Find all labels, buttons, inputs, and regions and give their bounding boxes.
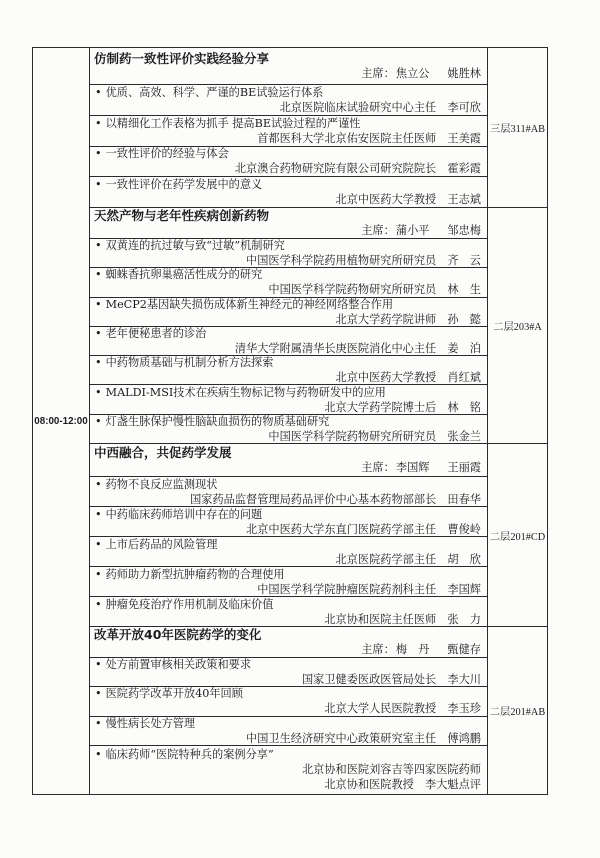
item-topic: • 医院药学改革开放40年回顾 bbox=[90, 686, 487, 701]
chair-name: 邹忠梅 bbox=[447, 224, 481, 237]
sessions bbox=[90, 48, 547, 794]
agenda-item bbox=[90, 658, 487, 687]
chair-label: 主席： bbox=[361, 67, 395, 80]
session-content bbox=[90, 48, 488, 207]
agenda-item bbox=[90, 147, 487, 178]
speaker-name: 张 力 bbox=[447, 612, 481, 626]
item-topic: • 蜘蛛香抗卵巢癌活性成分的研究 bbox=[90, 267, 487, 282]
agenda-item bbox=[90, 356, 487, 385]
speaker-name: 张金兰 bbox=[447, 429, 481, 443]
speaker-line bbox=[90, 777, 487, 792]
speaker-affiliation: 首都医科大学北京佑安医院主任医师 bbox=[257, 131, 437, 145]
chair-name: 姚胜林 bbox=[447, 67, 481, 80]
speaker-affiliation: 北京中医药大学教授 bbox=[335, 193, 437, 207]
speaker-affiliation: 北京中医药大学教授 bbox=[335, 371, 437, 385]
speaker-line bbox=[90, 429, 487, 444]
speaker-name: 曹俊岭 bbox=[447, 522, 481, 536]
speaker-affiliation: 中国医学科学院药物研究所研究员 bbox=[268, 429, 437, 443]
item-topic: • MALDI-MSI技术在疾病生物标记物与药物研发中的应用 bbox=[90, 385, 487, 400]
speaker-affiliation: 北京医院药学部主任 bbox=[335, 552, 437, 566]
item-topic: • 肿瘤免疫治疗作用机制及临床价值 bbox=[90, 597, 487, 612]
speaker-affiliation: 北京大学药学院博士后 bbox=[324, 400, 437, 414]
agenda-item bbox=[90, 385, 487, 414]
session-block bbox=[90, 208, 547, 444]
item-topic: • 老年便秘患者的诊治 bbox=[90, 326, 487, 341]
speaker-affiliation: 国家药品监督管理局药品评价中心基本药物部部长 bbox=[190, 492, 437, 506]
speaker-line bbox=[90, 161, 487, 176]
item-topic: • 中药临床药师培训中存在的问题 bbox=[90, 507, 487, 522]
speaker-name: 李大川 bbox=[447, 673, 481, 687]
item-topic: • 上市后药品的风险管理 bbox=[90, 537, 487, 552]
speaker-line bbox=[90, 192, 487, 207]
speaker-affiliation: 北京协和医院教授 bbox=[324, 778, 414, 792]
speaker-name: 胡 欣 bbox=[447, 552, 481, 566]
agenda-item bbox=[90, 415, 487, 443]
agenda-item bbox=[90, 239, 487, 268]
speaker-name: 齐 云 bbox=[447, 254, 481, 268]
session-room: 二层201#AB bbox=[489, 707, 546, 718]
item-topic: • 处方前置审核相关政策和要求 bbox=[90, 657, 487, 672]
chair-label: 主席： bbox=[361, 224, 395, 237]
speaker-line bbox=[90, 312, 487, 327]
session-header bbox=[90, 48, 487, 85]
item-topic: • 药师助力新型抗肿瘤药物的合理使用 bbox=[90, 567, 487, 582]
item-topic: • 中药物质基础与机制分析方法探索 bbox=[90, 355, 487, 370]
speaker-line bbox=[90, 762, 487, 777]
speaker-affiliation: 北京澳合药物研究院有限公司研究院院长 bbox=[234, 162, 437, 176]
item-topic: • 灯盏生脉保护慢性脑缺血损伤的物质基础研究 bbox=[90, 414, 487, 429]
session-block bbox=[90, 444, 547, 627]
session-title: 中西融合，共促药学发展 bbox=[94, 444, 232, 460]
session-block bbox=[90, 627, 547, 794]
session-chair-line bbox=[94, 460, 481, 476]
speaker-line bbox=[90, 701, 487, 716]
agenda-item bbox=[90, 567, 487, 597]
speaker-name: 李可欣 bbox=[447, 100, 481, 114]
agenda-item bbox=[90, 477, 487, 507]
speaker-name: 王志斌 bbox=[447, 193, 481, 207]
speaker-line bbox=[90, 552, 487, 567]
item-topic: • 以精细化工作表格为抓手 提高BE试验过程的严谨性 bbox=[90, 116, 487, 131]
speaker-name: 姜 泊 bbox=[447, 341, 481, 355]
agenda-item bbox=[90, 537, 487, 567]
speaker-line bbox=[90, 582, 487, 597]
speaker-name: 王美霞 bbox=[447, 131, 481, 145]
speaker-line bbox=[90, 253, 487, 268]
agenda-item bbox=[90, 687, 487, 716]
session-title: 仿制药一致性评价实践经验分享 bbox=[94, 50, 270, 66]
speaker-line bbox=[90, 400, 487, 415]
agenda-item bbox=[90, 717, 487, 746]
chair-name: 蒲小平 bbox=[395, 224, 430, 237]
speaker-name: 林 生 bbox=[447, 283, 481, 297]
agenda-item bbox=[90, 85, 487, 116]
speaker-line bbox=[90, 341, 487, 356]
speaker-name: 田春华 bbox=[447, 492, 481, 506]
item-topic: • MeCP2基因缺失损伤成体新生神经元的神经网络整合作用 bbox=[90, 297, 487, 312]
speaker-line bbox=[90, 492, 487, 507]
chair-label: 主席： bbox=[361, 461, 395, 474]
agenda-item bbox=[90, 746, 487, 794]
item-topic: • 双黄连的抗过敏与致“过敏”机制研究 bbox=[90, 238, 487, 253]
session-content bbox=[90, 627, 488, 794]
session-header bbox=[90, 444, 487, 477]
speaker-name: 李国辉 bbox=[447, 582, 481, 596]
time-slot: 08:00-12:00 bbox=[34, 415, 88, 427]
speaker-affiliation: 北京协和医院刘容吉等四家医院药师 bbox=[301, 763, 481, 777]
item-topic: • 药物不良反应监测现状 bbox=[90, 477, 487, 492]
speaker-line bbox=[90, 282, 487, 297]
chair-name: 王丽霞 bbox=[447, 461, 481, 474]
speaker-affiliation: 北京大学人民医院教授 bbox=[324, 702, 437, 716]
speaker-name: 傅鸿鹏 bbox=[447, 731, 481, 745]
session-header bbox=[90, 208, 487, 239]
speaker-line bbox=[90, 731, 487, 746]
speaker-affiliation: 中国卫生经济研究中心政策研究室主任 bbox=[246, 731, 437, 745]
speaker-name: 林 铭 bbox=[447, 400, 481, 414]
item-topic: • 慢性病长处方管理 bbox=[90, 716, 487, 731]
session-room: 二层201#CD bbox=[489, 531, 546, 543]
chair-name: 甄健存 bbox=[447, 643, 481, 656]
session-chair-line bbox=[94, 223, 481, 239]
speaker-line bbox=[90, 522, 487, 537]
agenda-item bbox=[90, 507, 487, 537]
session-title: 改革开放40年医院药学的变化 bbox=[94, 626, 262, 642]
speaker-name: 孙 懿 bbox=[447, 312, 481, 326]
speaker-affiliation: 中国医学科学院药用植物研究所研究员 bbox=[246, 254, 437, 268]
agenda-item bbox=[90, 327, 487, 356]
speaker-name: 李大魁点评 bbox=[425, 778, 481, 792]
session-room: 二层203#A bbox=[493, 322, 542, 333]
speaker-name: 李玉珍 bbox=[447, 702, 481, 716]
speaker-line bbox=[90, 672, 487, 687]
speaker-affiliation: 中国医学科学院药物研究所研究员 bbox=[268, 283, 437, 297]
chair-name: 焦立公 bbox=[395, 67, 430, 80]
speaker-line bbox=[90, 100, 487, 115]
speaker-line bbox=[90, 131, 487, 146]
session-title: 天然产物与老年性疾病创新药物 bbox=[94, 207, 270, 223]
session-content bbox=[90, 208, 488, 443]
item-topic: • 一致性评价的经验与体会 bbox=[90, 146, 487, 161]
speaker-affiliation: 清华大学附属清华长庚医院消化中心主任 bbox=[234, 341, 437, 355]
speaker-name: 霍彩霞 bbox=[447, 162, 481, 176]
speaker-affiliation: 北京中医药大学东直门医院药学部主任 bbox=[246, 522, 437, 536]
agenda-item bbox=[90, 116, 487, 147]
speaker-affiliation: 北京医院临床试验研究中心主任 bbox=[279, 100, 437, 114]
item-topic: • 临床药师“医院特种兵的案例分享” bbox=[90, 747, 487, 762]
speaker-affiliation: 北京协和医院主任医师 bbox=[324, 612, 437, 626]
agenda-item bbox=[90, 597, 487, 626]
chair-label: 主席： bbox=[361, 643, 395, 656]
chair-name: 梅 丹 bbox=[395, 643, 430, 656]
session-room: 三层311#AB bbox=[489, 124, 546, 135]
speaker-affiliation: 国家卫健委医政医管局处长 bbox=[301, 673, 437, 687]
session-content bbox=[90, 444, 488, 626]
session-header bbox=[90, 627, 487, 658]
speaker-name: 肖红斌 bbox=[447, 371, 481, 385]
chair-name: 李国辉 bbox=[395, 461, 430, 474]
session-chair-line bbox=[94, 642, 481, 658]
agenda-item bbox=[90, 177, 487, 207]
speaker-line bbox=[90, 612, 487, 627]
session-block bbox=[90, 48, 547, 208]
agenda-item bbox=[90, 268, 487, 297]
speaker-affiliation: 中国医学科学院肿瘤医院药剂科主任 bbox=[257, 582, 437, 596]
time-column bbox=[33, 48, 90, 794]
item-topic: • 优质、高效、科学、严谨的BE试验运行体系 bbox=[90, 85, 487, 100]
speaker-affiliation: 北京大学药学院讲师 bbox=[335, 312, 437, 326]
speaker-line bbox=[90, 370, 487, 385]
item-topic: • 一致性评价在药学发展中的意义 bbox=[90, 177, 487, 192]
agenda-table bbox=[32, 47, 548, 795]
agenda-item bbox=[90, 298, 487, 327]
session-chair-line bbox=[94, 66, 481, 82]
